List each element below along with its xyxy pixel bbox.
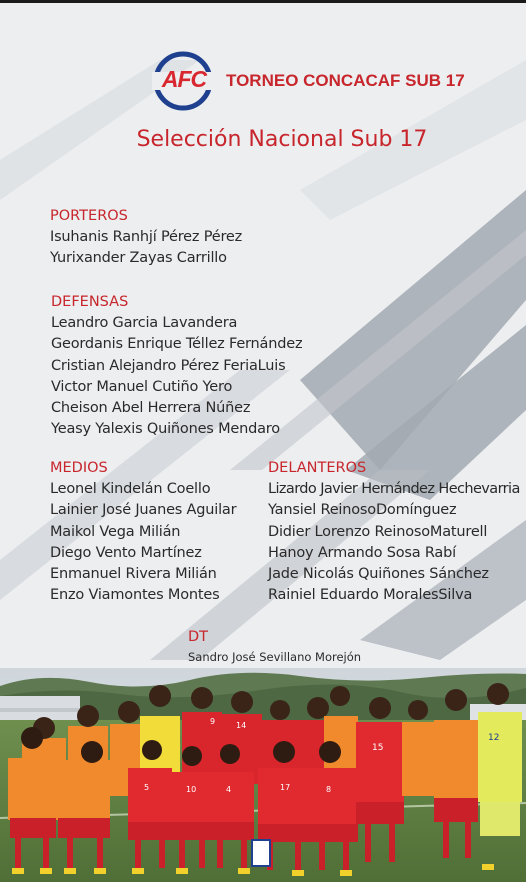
player-name: Jade Nicolás Quiñones Sánchez — [268, 566, 489, 583]
player-name: Yurixander Zayas Carrillo — [50, 250, 227, 267]
medios-heading: MEDIOS — [50, 460, 108, 476]
page-subtitle: Selección Nacional Sub 17 — [136, 127, 428, 152]
jersey-number: 14 — [236, 721, 247, 730]
jersey-number: 15 — [372, 743, 384, 753]
player-name: Didier Lorenzo ReinosoMaturell — [268, 523, 488, 540]
player-name: Maikol Vega Milián — [50, 523, 181, 540]
player-name: Victor Manuel Cutiño Yero — [51, 378, 233, 395]
player-name: Lizardo Javier Hernández Hechevarria — [268, 481, 520, 497]
player-name: Rainiel Eduardo MoralesSilva — [268, 587, 473, 604]
player-name: Geordanis Enrique Téllez Fernández — [51, 336, 303, 353]
jersey-number: 12 — [488, 733, 500, 743]
jersey-number: 10 — [186, 785, 197, 794]
player-name: Cristian Alejandro Pérez FeriaLuis — [51, 357, 286, 374]
player-name: Hanoy Armando Sosa Rabí — [268, 544, 456, 561]
player-name: Enmanuel Rivera Milián — [50, 566, 217, 583]
coach-name: Sandro José Sevillano Morejón — [188, 650, 362, 664]
dt-section — [188, 627, 361, 666]
afc-logo-text: AFC — [161, 66, 207, 92]
dt-heading: DT — [188, 629, 209, 645]
player-name: Lainier José Juanes Aguilar — [50, 502, 237, 519]
delanteros-section — [268, 458, 520, 607]
player-name: Diego Vento Martínez — [50, 544, 202, 561]
jersey-number: 9 — [210, 717, 216, 726]
player-name: Leonel Kindelán Coello — [50, 481, 211, 497]
player-name: Cheison Abel Herrera Núñez — [51, 400, 251, 417]
player-name: Leandro Garcia Lavandera — [51, 315, 238, 331]
tournament-title: TORNEO CONCACAF SUB 17 — [226, 71, 465, 90]
jersey-number: 17 — [280, 783, 291, 792]
jersey-number: 5 — [144, 783, 150, 792]
team-photo — [0, 668, 526, 882]
defensas-section — [51, 292, 302, 441]
medios-section — [50, 458, 236, 607]
jersey-number: 4 — [226, 785, 232, 794]
jersey-number: 8 — [326, 785, 332, 794]
player-name: Yansiel ReinosoDomínguez — [268, 502, 457, 519]
delanteros-heading: DELANTEROS — [268, 460, 367, 476]
defensas-heading: DEFENSAS — [51, 294, 129, 310]
player-name: Yeasy Yalexis Quiñones Mendaro — [51, 421, 280, 438]
porteros-heading: PORTEROS — [50, 208, 128, 224]
player-name: Isuhanis Ranhjí Pérez Pérez — [50, 229, 243, 245]
player-name: Enzo Viamontes Montes — [50, 587, 220, 604]
porteros-section — [50, 206, 242, 270]
